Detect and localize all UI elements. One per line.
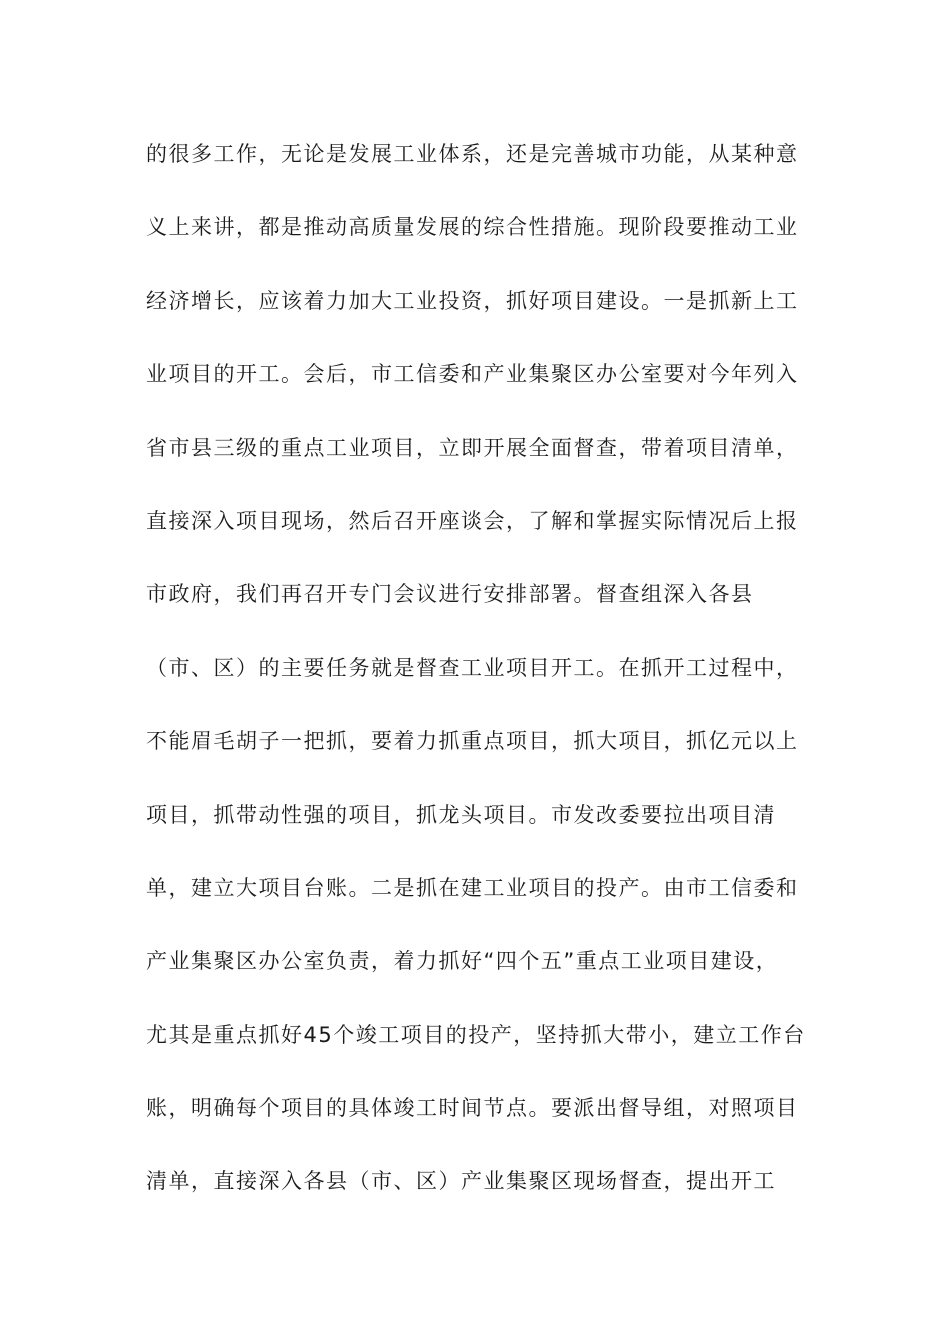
text-line: 清单，直接深入各县（市、区）产业集聚区现场督查，提出开工 — [146, 1169, 776, 1194]
text-line: 产业集聚区办公室负责，着力抓好“四个五”重点工业项目建设， — [146, 949, 779, 974]
text-line: 业项目的开工。会后，市工信委和产业集聚区办公室要对今年列入 — [146, 362, 799, 387]
text-line: 不能眉毛胡子一把抓，要着力抓重点项目，抓大项目，抓亿元以上 — [146, 729, 799, 754]
text-line: 尤其是重点抓好45个竣工项目的投产，坚持抓大带小，建立工作台 — [146, 1022, 806, 1047]
text-line: 账，明确每个项目的具体竣工时间节点。要派出督导组，对照项目 — [146, 1096, 799, 1121]
text-line: 项目，抓带动性强的项目，抓龙头项目。市发改委要拉出项目清 — [146, 802, 776, 827]
text-line: 的很多工作，无论是发展工业体系，还是完善城市功能，从某种意 — [146, 142, 799, 166]
text-line: 单，建立大项目台账。二是抓在建工业项目的投产。由市工信委和 — [146, 875, 799, 900]
text-line: 省市县三级的重点工业项目，立即开展全面督查，带着项目清单， — [146, 435, 799, 460]
body-text — [146, 130, 806, 1231]
text-line: 直接深入项目现场，然后召开座谈会，了解和掌握实际情况后上报 — [146, 508, 799, 533]
text-line: 市政府，我们再召开专门会议进行安排部署。督查组深入各县 — [146, 582, 754, 607]
text-line: 经济增长，应该着力加大工业投资，抓好项目建设。一是抓新上工 — [146, 288, 799, 313]
text-line: （市、区）的主要任务就是督查工业项目开工。在抓开工过程中， — [146, 655, 799, 680]
text-line: 义上来讲，都是推动高质量发展的综合性措施。现阶段要推动工业 — [146, 215, 799, 240]
